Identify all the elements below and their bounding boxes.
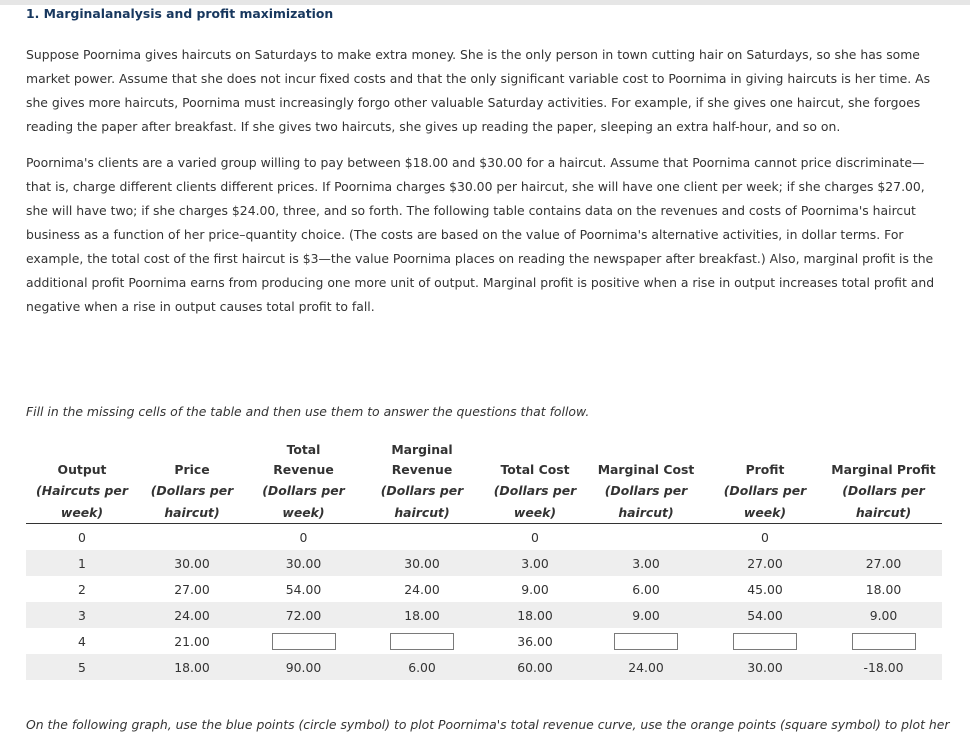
table-row [26, 550, 942, 576]
cell-total-cost: 9.00 [521, 581, 549, 597]
header-total-cost-l1 [483, 440, 587, 460]
cell-output: 3 [26, 602, 138, 628]
cell-total-revenue: 90.00 [246, 654, 361, 680]
header-row-1 [26, 440, 942, 460]
cell-total-revenue [246, 628, 361, 654]
cell-marginal-revenue [361, 628, 483, 654]
cell-price: 18.00 [138, 654, 246, 680]
header-output-unit: (Haircuts per [36, 483, 128, 498]
cell-marginal-cost [587, 628, 705, 654]
cell-profit: 0 [761, 529, 769, 545]
cell-output: 5 [26, 654, 138, 680]
table-row [26, 654, 942, 680]
header-total-revenue: Revenue [273, 462, 334, 477]
cell-marginal-profit [825, 524, 942, 551]
graph-instruction: On the following graph, use the blue points (circle symbol) to plot Poornima's total revenue curve, use the orange points (square symbol) to plot her [26, 717, 950, 732]
header-marginal-profit-l1 [825, 440, 942, 460]
profit-input-q4[interactable] [733, 633, 797, 650]
header-marginal-revenue-l1: Marginal [391, 442, 453, 457]
cell-total-revenue: 72.00 [246, 602, 361, 628]
marginal-profit-input-q4[interactable] [852, 633, 916, 650]
header-marginal-cost: Marginal Cost [597, 462, 695, 477]
cell-marginal-cost [587, 524, 705, 551]
details-paragraph: Poornima's clients are a varied group willing to pay between $18.00 and $30.00 for a haircut. Assume that Poornima cannot price discriminate—that is, charge different clients different prices. If Poornima charges $30.00 per haircut, she will have one client per week; if she charges $27.00, she will have two; if she charges $24.00, three, and so forth. The following table contains data on the revenues and costs of Poornima's haircut business as a function of her price–quantity choice. (The costs are based on the value of Poornima's alternative activities, in dollar terms. For example, the total cost of the first haircut is $3—the value Poornima places on reading the newspaper after breakfast.) Also, marginal profit is the additional profit Poornima earns from producing one more unit of output. Marginal profit is positive when a rise in output increases total profit and negative when a rise in output causes total profit to fall. [26, 155, 935, 314]
cell-profit: 54.00 [705, 602, 825, 628]
header-output-unit-2: week) [26, 502, 138, 524]
cell-total-revenue: 30.00 [246, 550, 361, 576]
cell-output: 0 [78, 529, 86, 545]
header-marginal-revenue: Revenue [391, 462, 453, 477]
header-total-revenue-l1: Total [286, 442, 321, 457]
header-marginal-profit-unit: (Dollars per [842, 483, 925, 498]
table-row [26, 628, 942, 654]
header-profit: Profit [745, 462, 785, 477]
cell-price: 27.00 [174, 581, 210, 597]
cell-total-cost: 3.00 [483, 550, 587, 576]
cell-total-cost: 18.00 [483, 602, 587, 628]
table-row [26, 524, 942, 551]
header-price-unit-2: haircut) [138, 502, 246, 524]
cell-price: 21.00 [174, 633, 210, 649]
cell-total-cost: 36.00 [517, 633, 553, 649]
cell-profit: 30.00 [705, 654, 825, 680]
cell-total-revenue: 54.00 [285, 581, 322, 597]
cell-marginal-revenue: 18.00 [361, 602, 483, 628]
cell-output: 1 [26, 550, 138, 576]
cell-profit: 45.00 [747, 581, 783, 597]
header-total-revenue-unit-2: week) [246, 502, 361, 524]
cell-marginal-cost: 3.00 [587, 550, 705, 576]
top-divider [0, 0, 970, 5]
header-price-l1 [138, 440, 246, 460]
header-marginal-cost-unit: (Dollars per [604, 483, 688, 498]
cell-profit [705, 628, 825, 654]
cell-price [138, 524, 246, 551]
header-profit-unit: (Dollars per [723, 483, 807, 498]
header-marginal-revenue-unit-2: haircut) [361, 502, 483, 524]
cell-marginal-profit: 9.00 [825, 602, 942, 628]
cell-marginal-revenue [361, 524, 483, 551]
table-row [26, 602, 942, 628]
header-marginal-cost-l1 [587, 440, 705, 460]
header-marginal-revenue-unit: (Dollars per [380, 483, 464, 498]
cell-profit: 27.00 [705, 550, 825, 576]
header-marginal-profit-unit-2: haircut) [825, 502, 942, 524]
header-marginal-profit: Marginal Profit [831, 462, 936, 477]
cell-marginal-revenue: 6.00 [361, 654, 483, 680]
cell-marginal-revenue: 24.00 [404, 581, 440, 597]
header-row-2 [26, 460, 942, 480]
header-total-revenue-unit: (Dollars per [262, 483, 345, 498]
marginal-cost-input-q4[interactable] [614, 633, 678, 650]
cell-output: 4 [78, 633, 86, 649]
header-total-cost: Total Cost [500, 462, 570, 477]
header-profit-l1 [705, 440, 825, 460]
revenue-cost-table [26, 440, 942, 680]
header-row-4 [26, 502, 942, 524]
header-marginal-cost-unit-2: haircut) [587, 502, 705, 524]
header-price-unit: (Dollars per [150, 483, 234, 498]
total-revenue-input-q4[interactable] [272, 633, 336, 650]
cell-marginal-profit: -18.00 [825, 654, 942, 680]
cell-total-revenue: 0 [299, 529, 308, 545]
header-price: Price [174, 462, 210, 477]
cell-marginal-profit: 18.00 [865, 581, 902, 597]
intro-paragraph: Suppose Poornima gives haircuts on Saturdays to make extra money. She is the only person in town cutting hair on Saturdays, so she has some market power. Assume that she does not incur fixed costs and that the only significant variable cost to Poornima in giving haircuts is her time. As she gives more haircuts, Poornima must increasingly forgo other valuable Saturday activities. For example, if she gives one haircut, she forgoes reading the paper after breakfast. If she gives two haircuts, she gives up reading the paper, sleeping an extra half-hour, and so on. [26, 47, 931, 134]
table-instruction: Fill in the missing cells of the table and then use them to answer the questions that follow. [26, 404, 590, 419]
header-output-l1 [26, 440, 138, 460]
cell-output: 2 [78, 581, 86, 597]
marginal-revenue-input-q4[interactable] [390, 633, 454, 650]
header-total-cost-unit-2: week) [483, 502, 587, 524]
cell-marginal-profit [825, 628, 942, 654]
cell-marginal-cost: 9.00 [587, 602, 705, 628]
cell-marginal-cost: 6.00 [632, 581, 660, 597]
cell-marginal-profit: 27.00 [825, 550, 942, 576]
header-output: Output [57, 462, 107, 477]
cell-total-cost: 0 [531, 529, 539, 545]
header-profit-unit-2: week) [705, 502, 825, 524]
header-total-cost-unit: (Dollars per [493, 483, 577, 498]
cell-marginal-revenue: 30.00 [361, 550, 483, 576]
table-row [26, 576, 942, 602]
cell-price: 24.00 [138, 602, 246, 628]
cell-total-cost: 60.00 [483, 654, 587, 680]
header-row-3 [26, 480, 942, 502]
cell-price: 30.00 [138, 550, 246, 576]
cell-marginal-cost: 24.00 [587, 654, 705, 680]
question-title: 1. Marginalanalysis and profit maximization [26, 6, 334, 21]
